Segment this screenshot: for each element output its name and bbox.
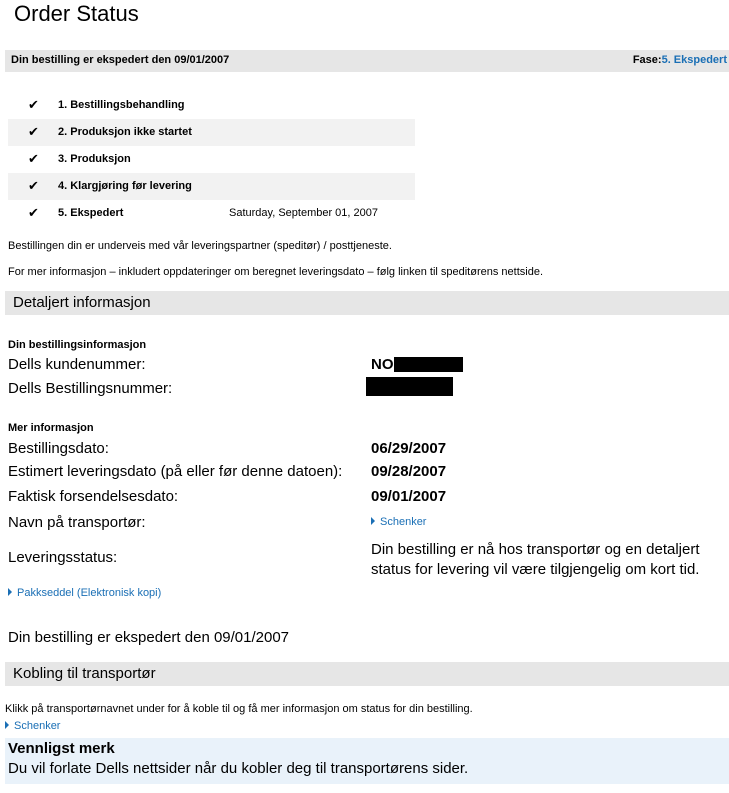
notice-heading: Vennligst merk xyxy=(8,740,115,757)
carrier-instruction: Klikk på transportørnavnet under for å koble til og få mer informasjon om status for din bestilling. xyxy=(5,703,473,715)
packing-slip-link[interactable] xyxy=(8,587,161,599)
redaction-mark xyxy=(366,377,453,396)
checkmark-icon: ✔ xyxy=(28,124,39,139)
carrier-link[interactable] xyxy=(5,720,60,732)
notice-box xyxy=(5,738,729,784)
redaction-mark xyxy=(394,357,463,372)
phase-label: Fase: xyxy=(632,54,662,66)
order-status-bar xyxy=(5,50,729,72)
step-row xyxy=(8,146,415,173)
step-row xyxy=(8,92,415,119)
delivery-status-label: Leveringsstatus: xyxy=(8,549,118,566)
step-row xyxy=(8,173,415,200)
more-info-heading: Mer informasjon xyxy=(8,422,94,434)
delivery-status-text: Din bestilling er nå hos transportør og en detaljert status for levering vil være tilgjengelig om kort tid. xyxy=(371,541,700,578)
section-title: Kobling til transportør xyxy=(13,665,156,682)
customer-number-label: Dells kundenummer: xyxy=(8,356,146,373)
notice-body: Du vil forlate Dells nettsider når du kobler deg til transportørens sider. xyxy=(8,760,469,777)
section-title: Detaljert informasjon xyxy=(13,294,151,311)
carrier-name-label: Navn på transportør: xyxy=(8,514,146,531)
arrow-right-icon xyxy=(371,517,375,525)
customer-number-value xyxy=(371,356,394,373)
step-label: 5. Ekspedert xyxy=(58,207,124,219)
page-title: Order Status xyxy=(14,1,139,26)
step-label: 1. Bestillingsbehandling xyxy=(58,99,185,111)
more-info-note: For mer informasjon – inkludert oppdateringer om beregnet leveringsdato – følg linken til speditørens nettside. xyxy=(8,266,543,278)
carrier-link[interactable] xyxy=(371,516,426,528)
step-label: 4. Klargjøring før levering xyxy=(58,180,192,192)
est-delivery-value: 09/28/2007 xyxy=(371,463,447,480)
shipped-date-text: Din bestilling er ekspedert den 09/01/2007 xyxy=(11,54,230,66)
shipping-note: Bestillingen din er underveis med vår leveringspartner (speditør) / posttjeneste. xyxy=(8,240,392,252)
carrier-link-text[interactable]: Schenker xyxy=(380,516,427,528)
carrier-link-text[interactable]: Schenker xyxy=(14,720,61,732)
step-label: 3. Produksjon xyxy=(58,153,131,165)
carrier-section-header xyxy=(5,662,729,686)
checkmark-icon: ✔ xyxy=(28,178,39,193)
phase-value-link[interactable]: 5. Ekspedert xyxy=(661,54,727,66)
checkmark-icon: ✔ xyxy=(28,97,39,112)
details-section-header xyxy=(5,291,729,315)
order-info-heading: Din bestillingsinformasjon xyxy=(8,339,147,351)
arrow-right-icon xyxy=(5,721,9,729)
step-label: 2. Produksjon ikke startet xyxy=(58,126,192,138)
est-delivery-label: Estimert leveringsdato (på eller før denne datoen): xyxy=(8,463,343,480)
step-row xyxy=(8,119,415,146)
checkmark-icon: ✔ xyxy=(28,151,39,166)
order-date-label: Bestillingsdato: xyxy=(8,440,109,457)
ship-date-label: Faktisk forsendelsesdato: xyxy=(8,488,179,505)
arrow-right-icon xyxy=(8,588,12,596)
step-date: Saturday, September 01, 2007 xyxy=(229,207,379,219)
customer-number-prefix: NO xyxy=(371,356,394,373)
order-date-value: 06/29/2007 xyxy=(371,440,447,457)
shipped-summary: Din bestilling er ekspedert den 09/01/2007 xyxy=(8,629,290,646)
step-row xyxy=(8,200,415,227)
checkmark-icon: ✔ xyxy=(28,205,39,220)
order-number-label: Dells Bestillingsnummer: xyxy=(8,380,173,397)
phase-indicator xyxy=(633,54,727,66)
ship-date-value: 09/01/2007 xyxy=(371,488,447,505)
packing-slip-link-text[interactable]: Pakkseddel (Elektronisk kopi) xyxy=(17,587,162,599)
